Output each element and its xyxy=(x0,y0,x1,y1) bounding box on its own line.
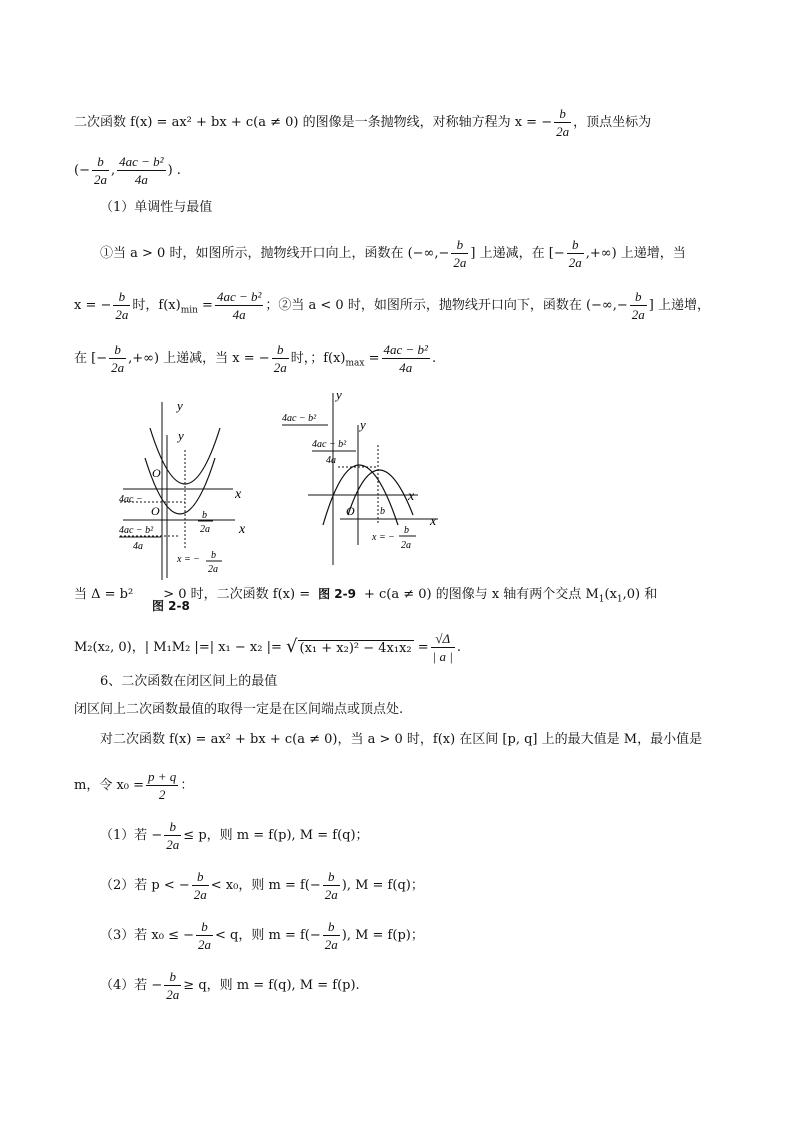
text: + c(a ≠ 0) 的图像与 x 轴有两个交点 M xyxy=(363,587,599,602)
text: M₂(x₂, 0)，| M₁M₂ |=| x₁ − x₂ |= xyxy=(74,640,282,655)
axis-eq: b xyxy=(404,525,409,536)
figure-2-9 xyxy=(278,385,448,570)
x-label: x xyxy=(235,487,242,502)
intro-line-1 xyxy=(74,105,651,140)
text: ,+∞) 上递增，当 xyxy=(585,246,686,261)
fraction: $\frac{b}{2a}$ xyxy=(93,154,107,187)
vertex-coordinates xyxy=(74,153,181,188)
text: = xyxy=(417,640,429,655)
text: m，令 x₀ = xyxy=(74,778,145,793)
fraction: $\frac{\text{4ac − b²}}{4a}$ xyxy=(216,289,262,322)
fraction: $\frac{b}{2a}$ xyxy=(568,237,582,270)
axis-eq: x = − xyxy=(372,532,395,543)
text: < q，则 m = f(− xyxy=(215,928,321,943)
y-label: y xyxy=(177,398,183,413)
origin-label: O xyxy=(346,504,355,518)
fraction: $\frac{\text{4ac − b²}}{4a}$ xyxy=(383,342,428,375)
text: （1）若 − xyxy=(100,828,163,843)
subscript: 1 xyxy=(598,594,605,605)
origin-label: O xyxy=(152,466,161,480)
fraction: $\frac{b}{2a}$ xyxy=(111,342,125,375)
vertex-label: 4a xyxy=(133,541,143,552)
b-label: b xyxy=(380,506,385,517)
sqrt xyxy=(286,637,414,659)
text: . xyxy=(431,351,437,366)
x-label: x xyxy=(408,489,415,504)
case-3 xyxy=(100,918,424,953)
text: > 0 时，二次函数 f(x) = xyxy=(163,587,311,602)
fraction: $\frac{b}{2a}$ xyxy=(115,289,129,322)
text: ), M = f(q)； xyxy=(341,878,424,893)
para-1 xyxy=(100,236,686,271)
fraction: $\frac{b}{2a}$ xyxy=(631,289,645,322)
para-6: 闭区间上二次函数最值的取得一定是在区间端点或顶点处. xyxy=(74,702,404,717)
paren-open: (− xyxy=(74,163,90,178)
text: ,+∞) 上递减，当 x = − xyxy=(128,351,270,366)
para-7: 对二次函数 f(x) = ax² + bx + c(a ≠ 0)，当 a > 0 时，f(x) 在区间 [p, q] 上的最大值是 M，最小值是 xyxy=(100,732,703,747)
vertex-label: 4ac − b² xyxy=(119,525,154,536)
text: ；②当 a < 0 时，如图所示，抛物线开口向下，函数在 (−∞,− xyxy=(265,298,628,313)
axis-eq: b xyxy=(211,550,216,561)
text: 时，；f(x) xyxy=(290,351,346,366)
vertex-label: 4ac − xyxy=(119,494,143,505)
intro-tail: ，顶点坐标为 xyxy=(573,115,652,130)
fraction: $\frac{p + q}{2}$ xyxy=(148,769,177,802)
para-8 xyxy=(74,768,193,803)
text: < x₀，则 m = f(− xyxy=(210,878,321,893)
text: . xyxy=(456,640,461,655)
fraction: $\frac{b}{2a}$ xyxy=(198,919,211,952)
b-label: 2a xyxy=(200,524,210,535)
fraction: $\frac{b}{2a}$ xyxy=(166,819,180,852)
case-4 xyxy=(100,968,360,1003)
para-2 xyxy=(74,288,710,323)
figure-caption-2-8: 图 2-8 xyxy=(152,599,190,613)
fraction: $\frac{b}{2a}$ xyxy=(324,869,338,902)
section-title-1: （1）单调性与最值 xyxy=(100,200,213,215)
sqrt-sign: √ xyxy=(286,635,298,657)
text: （2）若 p < − xyxy=(100,878,190,893)
case-2 xyxy=(100,868,424,903)
text: （4）若 − xyxy=(100,978,163,993)
text: ≥ q，则 m = f(q), M = f(p). xyxy=(183,978,360,993)
text: ] 上递增， xyxy=(648,298,711,313)
fraction: $\frac{b}{2a}$ xyxy=(273,342,287,375)
fraction: $\frac{b}{2a}$ xyxy=(166,969,180,1002)
y-label: y xyxy=(336,387,342,402)
text: ①当 a > 0 时，如图所示，抛物线开口向上，函数在 (−∞,− xyxy=(100,246,450,261)
text: ,0) 和 xyxy=(622,587,658,602)
text: (x xyxy=(604,587,617,602)
text: ), M = f(p)； xyxy=(341,928,424,943)
text: = xyxy=(197,298,213,313)
figure-2-8 xyxy=(105,390,265,585)
subscript: min xyxy=(180,305,198,316)
paren-close: ) . xyxy=(167,163,181,178)
subscript: max xyxy=(345,358,365,369)
comma: , xyxy=(110,163,116,178)
vertex-label: 4ac − b² xyxy=(282,413,317,424)
text: 时，f(x) xyxy=(132,298,181,313)
text: ： xyxy=(180,778,194,793)
fraction: $\frac{\text{4ac − b²}}{4a}$ xyxy=(119,154,164,187)
radicand: (x₁ + x₂)² − 4x₁x₂ xyxy=(299,640,412,656)
x-label: x xyxy=(430,514,437,529)
origin-label: O xyxy=(151,504,160,518)
text: ] 上递减，在 [− xyxy=(470,246,565,261)
y-label: y xyxy=(360,417,366,432)
para-5 xyxy=(74,630,461,665)
text: 在 [− xyxy=(74,351,108,366)
text: ≤ p，则 m = f(p), M = f(q)； xyxy=(183,828,369,843)
section-title-6: 6、二次函数在闭区间上的最值 xyxy=(100,674,278,689)
text: x = − xyxy=(74,298,112,313)
text: 当 Δ = b² xyxy=(74,587,134,602)
fraction: $\frac{b}{2a}$ xyxy=(453,237,467,270)
fraction: $\frac{b}{2a}$ xyxy=(324,919,338,952)
b-label: b xyxy=(202,510,207,521)
intro-text: 二次函数 f(x) = ax² + bx + c(a ≠ 0) 的图像是一条抛物线，对称轴方程为 x = − xyxy=(74,115,553,130)
text: = xyxy=(364,351,380,366)
axis-eq: x = − xyxy=(177,554,200,565)
vertex-label: 4a xyxy=(326,455,336,466)
axis-eq: 2a xyxy=(208,564,218,575)
vertex-label: 4ac − b² xyxy=(312,439,347,450)
text: （3）若 x₀ ≤ − xyxy=(100,928,194,943)
para-3 xyxy=(74,341,436,376)
subscript: 1 xyxy=(616,594,623,605)
case-1 xyxy=(100,818,369,853)
fraction: $\frac{√\Delta}{| a |}$ xyxy=(432,631,453,664)
y-label: y xyxy=(178,428,184,443)
figure-caption-2-9: 图 2-9 xyxy=(318,587,356,601)
axis-eq: 2a xyxy=(401,540,411,551)
fraction: $\frac{b}{2a}$ xyxy=(556,106,570,139)
fraction: $\frac{b}{2a}$ xyxy=(193,869,207,902)
x-label: x xyxy=(239,522,246,537)
